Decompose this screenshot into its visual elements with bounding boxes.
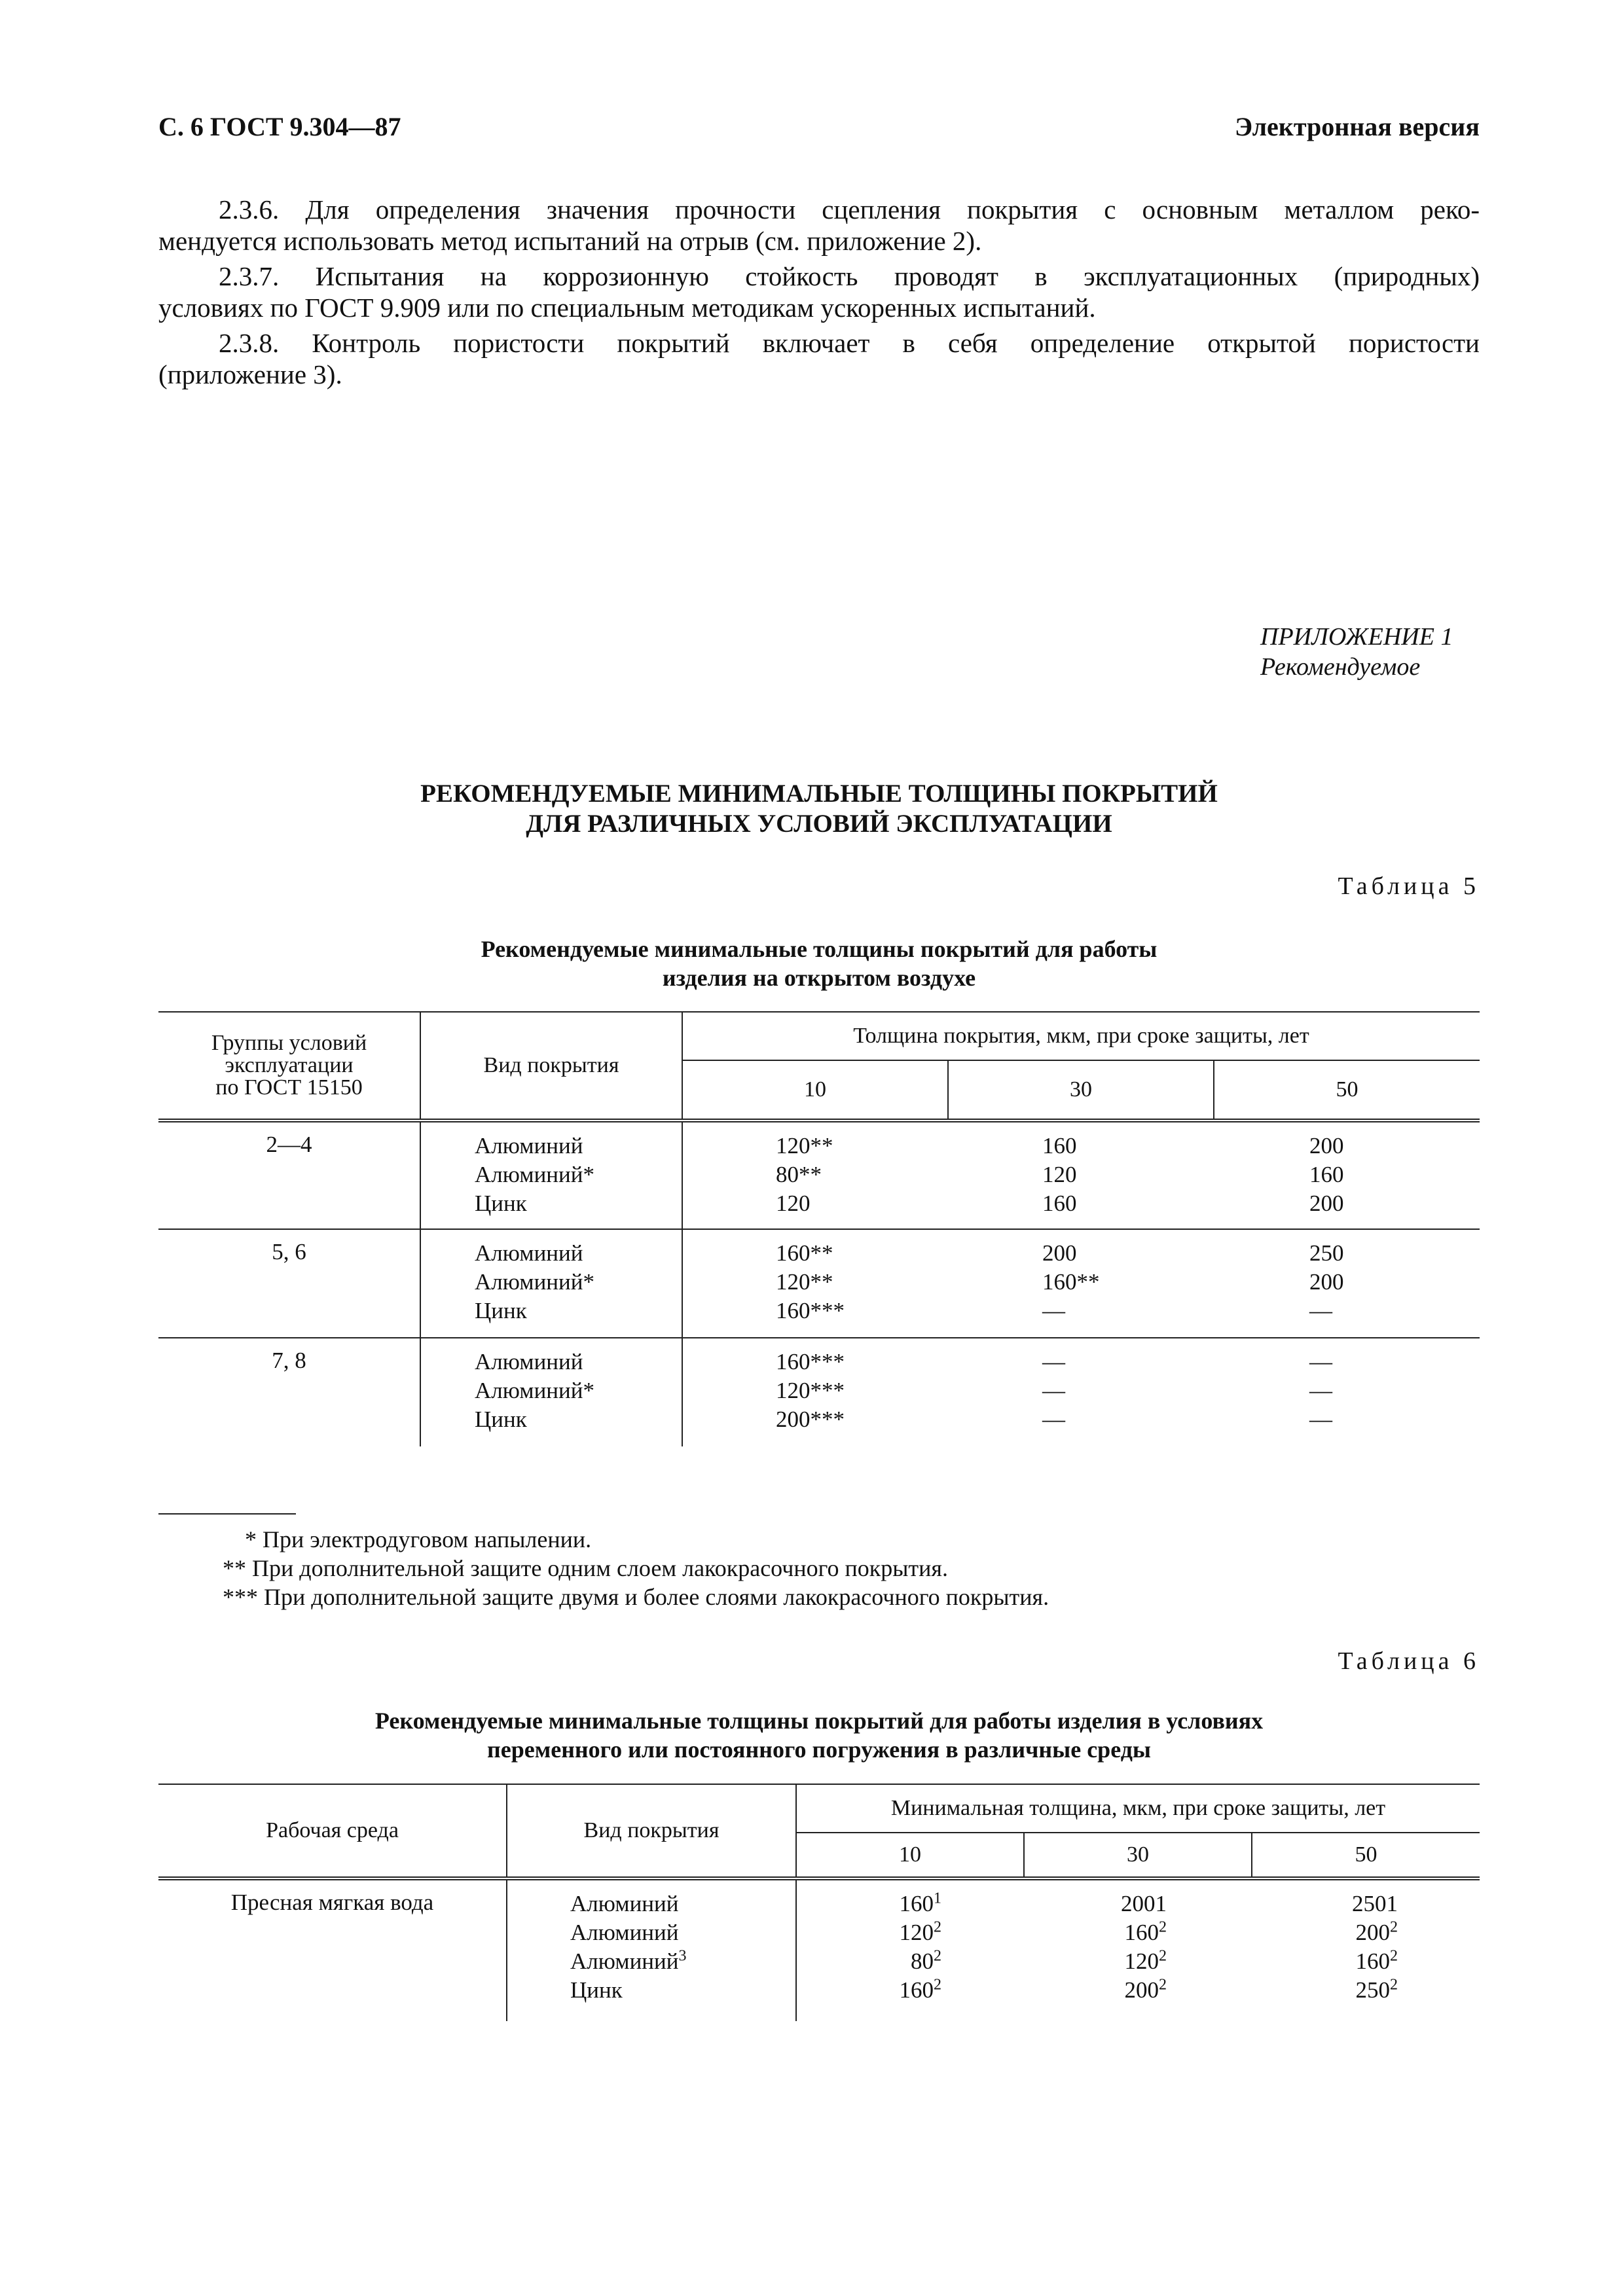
year-10-cell: $160^1$ $120^2$ $80^2$ $160^2$ bbox=[899, 1890, 941, 2003]
header-coating-type: Вид покрытия bbox=[507, 1784, 796, 1878]
table-row bbox=[158, 1878, 1480, 2021]
table-5-label: Таблица 5 bbox=[1338, 872, 1480, 900]
header-year-10: 10 bbox=[796, 1833, 1024, 1878]
appendix-status: Рекомендуемое bbox=[1260, 653, 1421, 681]
year-50-cell: — — — bbox=[1309, 1349, 1332, 1432]
table-6-caption: Рекомендуемые минимальные толщины покрытий для работы изделия в условиях переменного или постоянного погружения в различные среды bbox=[374, 1708, 1264, 1763]
year-10-cell: 160** 120** 160*** bbox=[682, 1229, 948, 1338]
table-6-label: Таблица 6 bbox=[1338, 1647, 1480, 1675]
table-5 bbox=[158, 1011, 1480, 1446]
version-label: Электронная версия bbox=[1234, 112, 1480, 141]
footnote-1: * При электродуговом напылении. bbox=[245, 1526, 592, 1552]
table-6 bbox=[158, 1784, 1480, 2021]
coating-cell: Алюминий Алюминий Алюминий$^3$ Цинк bbox=[507, 1878, 796, 2021]
footnote-3: *** При дополнительной защите двумя и более слоями лакокрасочного покрытия. bbox=[223, 1584, 1049, 1610]
group-cell: 2—4 bbox=[158, 1121, 420, 1229]
footnote-rule bbox=[158, 1513, 296, 1515]
header-thickness: Толщина покрытия, мкм, при сроке защиты, лет bbox=[682, 1012, 1480, 1060]
page-header bbox=[158, 111, 1480, 151]
medium-cell: Пресная мягкая вода bbox=[158, 1878, 507, 2021]
year-50-cell: 2501 $200^2$ $160^2$ $250^2$ bbox=[1352, 1891, 1398, 2003]
year-30-cell: — — — bbox=[1042, 1349, 1065, 1432]
group-cell: 5, 6 bbox=[158, 1229, 420, 1338]
year-30-cell: 160 120 160 bbox=[948, 1121, 1214, 1229]
appendix-label bbox=[1260, 622, 1453, 682]
table-row bbox=[158, 1229, 1480, 1338]
table-5-footnotes bbox=[158, 1525, 1480, 1611]
header-thickness: Минимальная толщина, мкм, при сроке защиты, лет bbox=[796, 1784, 1480, 1833]
coating-cell: Алюминий Алюминий* Цинк bbox=[420, 1338, 682, 1446]
table-5-caption: Рекомендуемые минимальные толщины покрытий для работы изделия на открытом воздухе bbox=[481, 936, 1158, 991]
paragraph-2-3-7: 2.3.7. Испытания на коррозионную стойкость проводят в эксплуатационных (природных) условиях по ГОСТ 9.909 или по специальным методикам ускоренных испытаний. bbox=[158, 261, 1480, 323]
header-year-10: 10 bbox=[682, 1060, 948, 1121]
coating-cell: Алюминий Алюминий* Цинк bbox=[420, 1229, 682, 1338]
table-row bbox=[158, 1338, 1480, 1446]
header-medium: Рабочая среда bbox=[158, 1784, 507, 1878]
coating-cell: Алюминий Алюминий* Цинк bbox=[420, 1121, 682, 1229]
header-year-30: 30 bbox=[948, 1060, 1214, 1121]
header-conditions-group: Группы условий эксплуатации по ГОСТ 15150 bbox=[158, 1012, 420, 1121]
paragraph-2-3-6: 2.3.6. Для определения значения прочности сцепления покрытия с основным металлом реко- мендуется использовать метод испытаний на отрыв (см. приложение 2). bbox=[158, 194, 1480, 256]
year-50-cell: 200 160 200 bbox=[1214, 1121, 1480, 1229]
page-number-title: С. 6 ГОСТ 9.304—87 bbox=[158, 112, 401, 141]
table-row bbox=[158, 1121, 1480, 1229]
year-10-cell: 160*** 120*** 200*** bbox=[776, 1349, 845, 1432]
paragraph-2-3-8: 2.3.8. Контроль пористости покрытий включает в себя определение открытой пористости (приложение 3). bbox=[158, 328, 1480, 389]
appendix-title: РЕКОМЕНДУЕМЫЕ МИНИМАЛЬНЫЕ ТОЛЩИНЫ ПОКРЫТИЙ ДЛЯ РАЗЛИЧНЫХ УСЛОВИЙ ЭКСПЛУАТАЦИИ bbox=[420, 780, 1218, 838]
year-50-cell: 250 200 — bbox=[1214, 1229, 1480, 1338]
year-30-cell: 200 160** — bbox=[948, 1229, 1214, 1338]
year-10-cell: 120** 80** 120 bbox=[682, 1121, 948, 1229]
header-coating-type: Вид покрытия bbox=[420, 1012, 682, 1121]
header-year-50: 50 bbox=[1252, 1833, 1480, 1878]
header-year-50: 50 bbox=[1214, 1060, 1480, 1121]
footnote-2: ** При дополнительной защите одним слоем лакокрасочного покрытия. bbox=[223, 1555, 948, 1581]
group-cell: 7, 8 bbox=[158, 1338, 420, 1446]
appendix-number: ПРИЛОЖЕНИЕ 1 bbox=[1260, 623, 1453, 651]
header-year-30: 30 bbox=[1024, 1833, 1252, 1878]
year-30-cell: 2001 $160^2$ $120^2$ $200^2$ bbox=[1121, 1891, 1167, 2003]
